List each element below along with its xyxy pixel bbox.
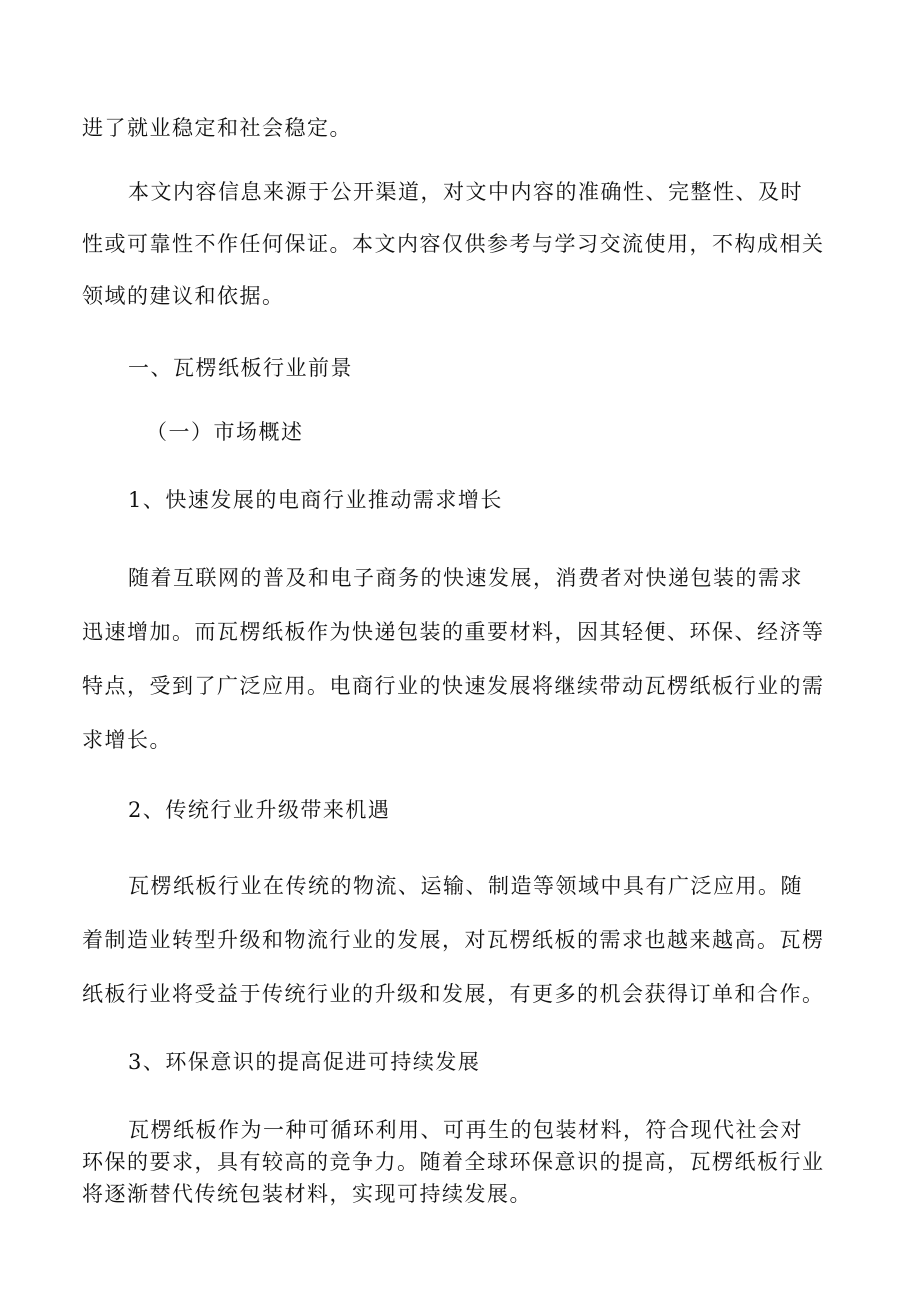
disclaimer-line: 领域的建议和依据。 <box>82 284 285 308</box>
item-title-1: 1、快速发展的电商行业推动需求增长 <box>128 488 503 512</box>
item-2-line: 瓦楞纸板行业在传统的物流、运输、制造等领域中具有广泛应用。随 <box>128 874 803 898</box>
item-1-line: 特点，受到了广泛应用。电商行业的快速发展将继续带动瓦楞纸板行业的需 <box>82 674 825 698</box>
item-1-line: 求增长。 <box>82 728 172 752</box>
item-title-3: 3、环保意识的提高促进可持续发展 <box>128 1050 481 1074</box>
item-title-2: 2、传统行业升级带来机遇 <box>128 798 391 822</box>
item-2-line: 着制造业转型升级和物流行业的发展，对瓦楞纸板的需求也越来越高。瓦楞 <box>82 928 825 952</box>
item-2-line: 纸板行业将受益于传统行业的升级和发展，有更多的机会获得订单和合作。 <box>82 982 825 1006</box>
item-3-line: 将逐渐替代传统包装材料，实现可持续发展。 <box>82 1182 532 1206</box>
paragraph-continuation-line: 进了就业稳定和社会稳定。 <box>82 116 352 140</box>
disclaimer-line: 本文内容信息来源于公开渠道，对文中内容的准确性、完整性、及时 <box>128 180 803 204</box>
item-3-line: 瓦楞纸板作为一种可循环利用、可再生的包装材料，符合现代社会对 <box>128 1118 803 1142</box>
item-3-line: 环保的要求，具有较高的竞争力。随着全球环保意识的提高，瓦楞纸板行业 <box>82 1150 825 1174</box>
item-1-line: 迅速增加。而瓦楞纸板作为快递包装的重要材料，因其轻便、环保、经济等 <box>82 620 825 644</box>
disclaimer-line: 性或可靠性不作任何保证。本文内容仅供参考与学习交流使用，不构成相关 <box>82 232 825 256</box>
item-1-line: 随着互联网的普及和电子商务的快速发展，消费者对快递包装的需求 <box>128 566 803 590</box>
subsection-heading: （一）市场概述 <box>146 420 304 444</box>
section-heading: 一、瓦楞纸板行业前景 <box>128 356 353 380</box>
